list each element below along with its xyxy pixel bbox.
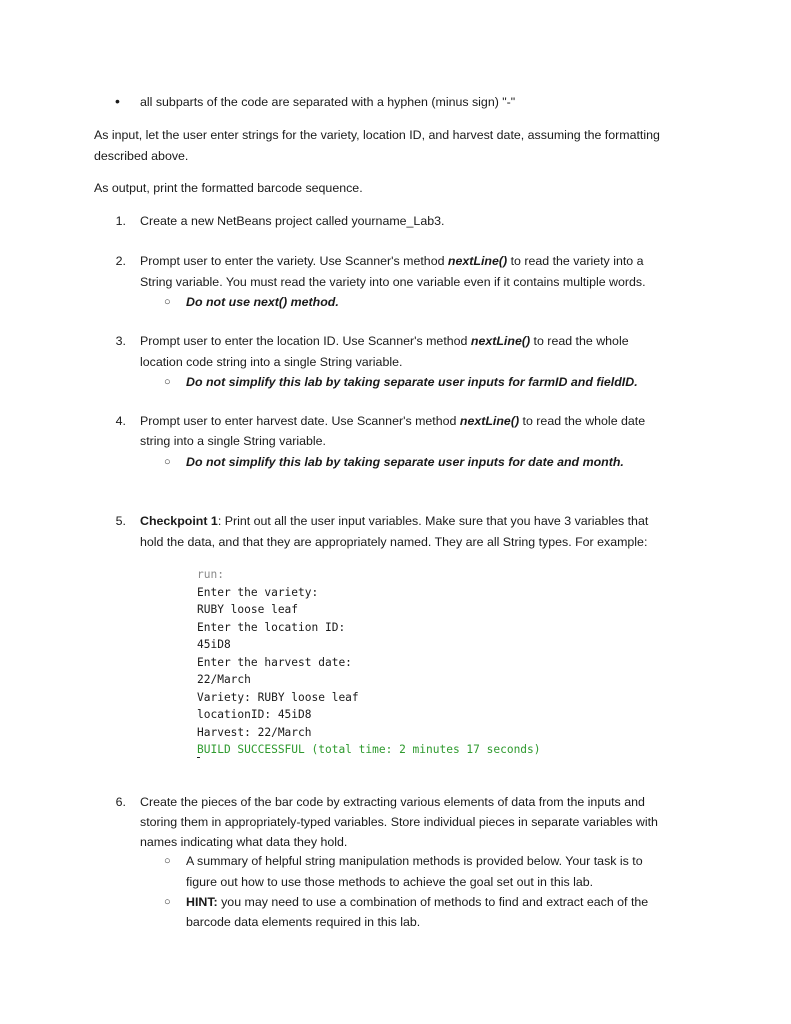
console-line: Harvest: 22/March <box>197 725 312 739</box>
step-2-line-1-pre: Prompt user to enter the variety. Use Scanner's method <box>140 254 448 268</box>
step-2-line-1-post: to read the variety into a <box>507 254 644 268</box>
step-2-sub-note: Do not use next() method. <box>186 295 339 309</box>
step-6-sub-1-line-1: A summary of helpful string manipulation methods is provided below. Your task is to <box>186 854 643 868</box>
step-1-number: 1. <box>115 214 126 228</box>
cursor-mark <box>197 757 200 758</box>
bullet-text: all subparts of the code are separated with a hyphen (minus sign) "-" <box>140 95 516 109</box>
console-output <box>197 566 541 759</box>
sub-bullet-icon: ○ <box>164 896 171 908</box>
console-line: Enter the variety: <box>197 585 319 599</box>
console-line: 22/March <box>197 673 251 686</box>
step-6-number: 6. <box>115 795 126 809</box>
step-3-line-1-pre: Prompt user to enter the location ID. Use Scanner's method <box>140 334 471 348</box>
step-4-line-1-pre: Prompt user to enter harvest date. Use Scanner's method <box>140 414 460 428</box>
step-2-method: nextLine() <box>447 254 508 268</box>
hint-text: you may need to use a combination of methods to find and extract each of the <box>217 895 649 909</box>
step-4-line-1-post: to read the whole date <box>519 414 646 428</box>
step-6-line-1: Create the pieces of the bar code by extracting various elements of data from the inputs and <box>140 795 645 809</box>
checkpoint-label: Checkpoint 1 <box>140 514 218 528</box>
bullet-icon: • <box>115 93 120 109</box>
step-4-line-2: string into a single String variable. <box>140 434 326 448</box>
console-line: RUBY loose leaf <box>197 603 299 616</box>
step-3-number: 3. <box>115 334 126 348</box>
step-4-method: nextLine() <box>459 414 520 428</box>
step-3-line-1 <box>140 334 629 348</box>
step-3-line-2: location code string into a single String variable. <box>140 355 403 369</box>
step-5-line-2: hold the data, and that they are appropriately named. They are all String types. For example: <box>140 535 648 549</box>
step-6-sub-2-line-2: barcode data elements required in this lab. <box>186 915 421 929</box>
step-6-sub-2-line-1 <box>186 895 648 909</box>
step-2-number: 2. <box>115 254 126 268</box>
step-5-number: 5. <box>115 514 126 528</box>
step-6-line-2: storing them in appropriately-typed variables. Store individual pieces in separate variables with <box>140 815 658 829</box>
input-paragraph-line-1: As input, let the user enter strings for the variety, location ID, and harvest date, assuming the formatting <box>94 128 660 142</box>
sub-bullet-icon: ○ <box>164 855 171 867</box>
step-6-sub-1-line-2: figure out how to use those methods to achieve the goal set out in this lab. <box>186 875 594 889</box>
step-4-line-1 <box>140 414 645 428</box>
step-3-sub-note: Do not simplify this lab by taking separate user inputs for farmID and fieldID. <box>186 375 638 389</box>
sub-bullet-icon: ○ <box>164 296 171 308</box>
step-5-line-1 <box>140 514 648 528</box>
output-paragraph: As output, print the formatted barcode sequence. <box>94 181 363 195</box>
sub-bullet-icon: ○ <box>164 456 171 468</box>
step-6-line-3: names indicating what data they hold. <box>140 835 348 849</box>
console-line: 45iD8 <box>197 638 231 651</box>
step-4-number: 4. <box>115 414 126 428</box>
sub-bullet-icon: ○ <box>164 376 171 388</box>
step-4-sub-note: Do not simplify this lab by taking separate user inputs for date and month. <box>186 455 624 469</box>
console-line: Enter the harvest date: <box>197 655 352 669</box>
console-line: locationID: 45iD8 <box>197 708 312 721</box>
step-3-method: nextLine() <box>470 334 531 348</box>
console-build-status: BUILD SUCCESSFUL (total time: 2 minutes 17 seconds) <box>197 743 541 756</box>
console-line: run: <box>197 568 224 581</box>
step-5-line-1-post: : Print out all the user input variables. Make sure that you have 3 variables that <box>217 514 649 528</box>
step-2-line-2: String variable. You must read the variety into one variable even if it contains multiple words. <box>140 275 646 289</box>
console-line: Variety: RUBY loose leaf <box>197 690 359 704</box>
console-line: Enter the location ID: <box>197 620 346 634</box>
hint-label: HINT: <box>186 895 218 909</box>
step-1-text: Create a new NetBeans project called yourname_Lab3. <box>140 214 445 228</box>
input-paragraph-line-2: described above. <box>94 149 189 163</box>
step-2-line-1 <box>140 254 644 268</box>
step-3-line-1-post: to read the whole <box>530 334 629 348</box>
